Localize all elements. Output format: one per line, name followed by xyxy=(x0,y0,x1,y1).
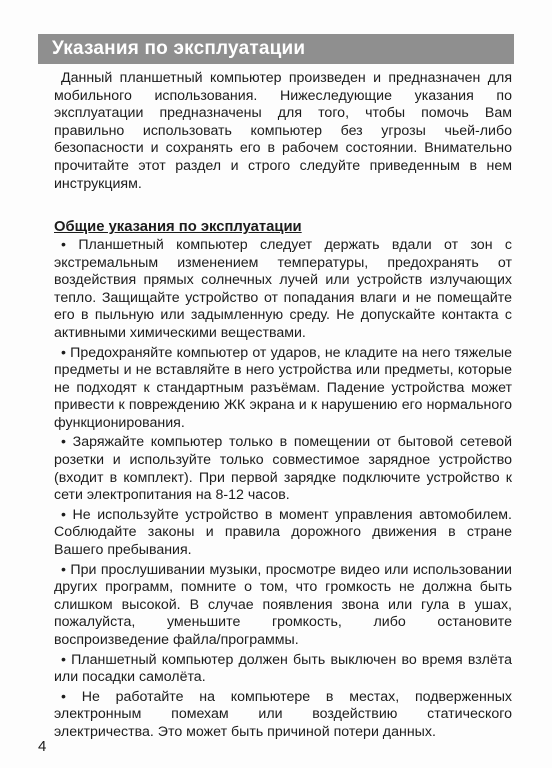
instruction-item: • Планшетный компьютер следует держать вдали от зон с экстремальным изменением температуры, предохранять от воздействия прямых солнечных лучей или устройств излучающих тепло. Защищайте устройство от попадания влаги и не помещайте его в пыльную или задымленную среду. Не допускайте контакта с активными химическими веществами. xyxy=(54,236,512,341)
section-title-bar xyxy=(38,34,514,64)
instruction-item: • При прослушивании музыки, просмотре видео или использовании других программ, помните о том, что громкость не должна быть слишком высокой. В случае появления звона или гула в ушах, пожалуйста, уменьшите громкость, либо остановите воспроизведение файла/программы. xyxy=(54,561,512,649)
intro-paragraph: Данный планшетный компьютер произведен и предназначен для мобильного использования. Нижеследующие указания по эксплуатации предназначены для того, чтобы помочь Вам правильно использовать компьютер без угрозы чьей-либо безопасности и сохранять его в рабочем состоянии. Внимательно прочитайте этот раздел и строго следуйте приведенным в нем инструкциям. xyxy=(54,70,512,192)
instruction-item: • Не используйте устройство в момент управления автомобилем. Соблюдайте законы и правила дорожного движения в стране Вашего пребывания. xyxy=(54,506,512,559)
instruction-item: • Предохраняйте компьютер от ударов, не кладите на него тяжелые предметы и не вставляйте в него устройства или предметы, которые не подходят к стандартным разъёмам. Падение устройства может привести к повреждению ЖК экрана и к нарушению его нормального функционирования. xyxy=(54,344,512,431)
instruction-item: • Не работайте на компьютере в местах, подверженных электронным помехам или воздействию статического электричества. Это может быть причиной потери данных. xyxy=(54,688,512,740)
section-heading: Общие указания по эксплуатации xyxy=(54,219,302,236)
instruction-item: • Заряжайте компьютер только в помещении от бытовой сетевой розетки и используйте только совместимое зарядное устройство (входит в комплект). При первой зарядке подключите устройство к сети электропитания на 8-12 часов. xyxy=(54,434,512,504)
page-content xyxy=(54,70,512,742)
page-number: 4 xyxy=(38,738,47,755)
instruction-item: • Планшетный компьютер должен быть выключен во время взлёта или посадки самолёта. xyxy=(54,651,512,686)
page-title: Указания по эксплуатации xyxy=(52,38,306,59)
